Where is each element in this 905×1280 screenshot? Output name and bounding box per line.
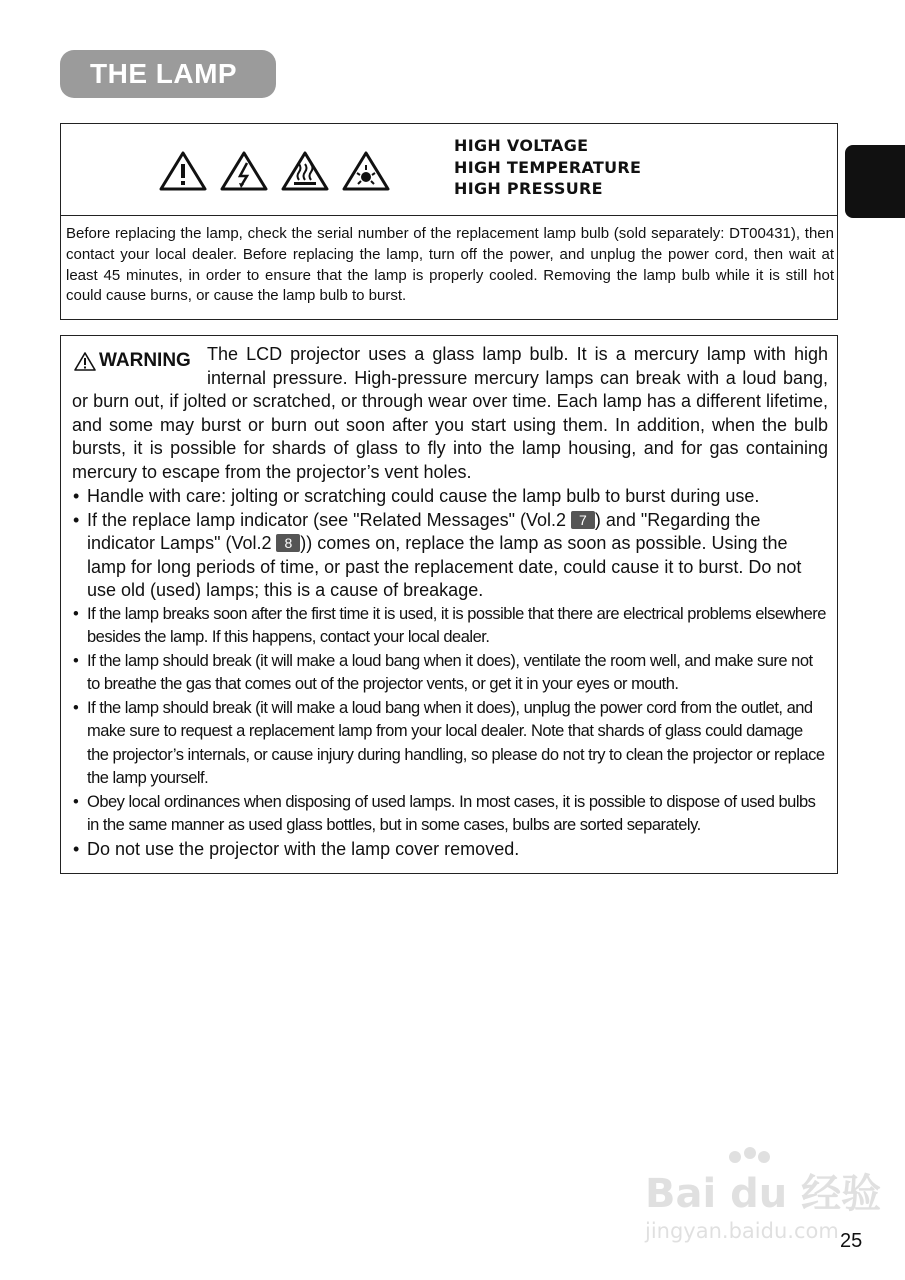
caution-box [60, 123, 838, 320]
page-ref-badge: 7 [571, 511, 595, 529]
bullet-item: • If the lamp breaks soon after the first time it is used, it is possible that there are electrical problems elsewhere besides the lamp. If this happens, contact your local dealer. [72, 603, 828, 650]
watermark-url: jingyan.baidu.com [645, 1219, 839, 1243]
hazard-high-voltage: HIGH VOLTAGE [454, 136, 589, 155]
chapter-tab [845, 145, 905, 218]
section-title [60, 50, 276, 98]
warning-bullets [72, 485, 828, 861]
bullet-text: If the replace lamp indicator (see "Related Messages" (Vol.2 [87, 509, 572, 530]
hazard-icons [159, 151, 390, 191]
warning-intro-text: The LCD projector uses a glass lamp bulb. It is a mercury lamp with high internal pressure. High-pressure mercury lamps can break with a loud bang, or burn out, if jolted or scratched, or through wear over time. Each lamp has a different lifetime, and some may burst or burn out soon after you start using them. In addition, when the bulb bursts, it is possible for shards of glass to fly into the lamp housing, and for gas containing mercury to escape from the projector’s vent holes. [72, 344, 828, 482]
caution-text: Before replacing the lamp, check the serial number of the replacement lamp bulb (sold separately: DT00431), then contact your local dealer. Before replacing the lamp, turn off the power, and unplug the power cord, then wait at least 45 minutes, in order to ensure that the lamp is properly cooled. Removing the lamp bulb while it is still hot could cause burns, or cause the lamp bulb to burst. [66, 225, 834, 305]
watermark-brand: Bai du 经验 [645, 1171, 882, 1217]
hazard-high-pressure: HIGH PRESSURE [454, 179, 603, 198]
high-temperature-icon [281, 151, 329, 191]
high-voltage-icon [220, 151, 268, 191]
bullet-text: ) and "Regarding the indicator Lamps" (Vol.2 [87, 509, 761, 553]
bullet-item: • Do not use the projector with the lamp cover removed. [72, 838, 828, 862]
bullet-item [72, 509, 828, 603]
page-ref-badge: 8 [276, 534, 300, 552]
bullet-item: • Obey local ordinances when disposing of used lamps. In most cases, it is possible to dispose of used bulbs in the same manner as used glass bottles, but in some cases, bulbs are sorted separately. [72, 791, 828, 838]
warning-label-text: WARNING [99, 350, 191, 371]
bullet-item: • If the lamp should break (it will make a loud bang when it does), ventilate the room well, and make sure not to breathe the gas that comes out of the projector vents, or get it in your eyes or mouth. [72, 650, 828, 697]
bullet-text: )) comes on, replace the lamp as soon as possible. Using the lamp for long periods of time, or past the replacement date, could cause it to burst. Do not use old (used) lamps; this is a cause of breakage. [87, 533, 802, 600]
page-number: 25 [840, 1230, 863, 1252]
section-title-text: THE LAMP [90, 58, 238, 89]
hazard-high-temperature: HIGH TEMPERATURE [454, 157, 642, 177]
caution-header [61, 124, 837, 216]
hazard-list [454, 135, 641, 200]
warning-icon [159, 151, 207, 191]
high-pressure-icon [342, 151, 390, 191]
warning-intro [72, 343, 828, 484]
bullet-item: • Handle with care: jolting or scratching could cause the lamp bulb to burst during use. [72, 485, 828, 509]
warning-box [60, 335, 838, 874]
bullet-item: • If the lamp should break (it will make a loud bang when it does), unplug the power cord from the outlet, and make sure to request a replacement lamp from your local dealer. Note that shards of glass could damage the projector’s internals, or cause injury during handling, so please do not try to clean the projector or replace the lamp yourself. [72, 697, 828, 791]
